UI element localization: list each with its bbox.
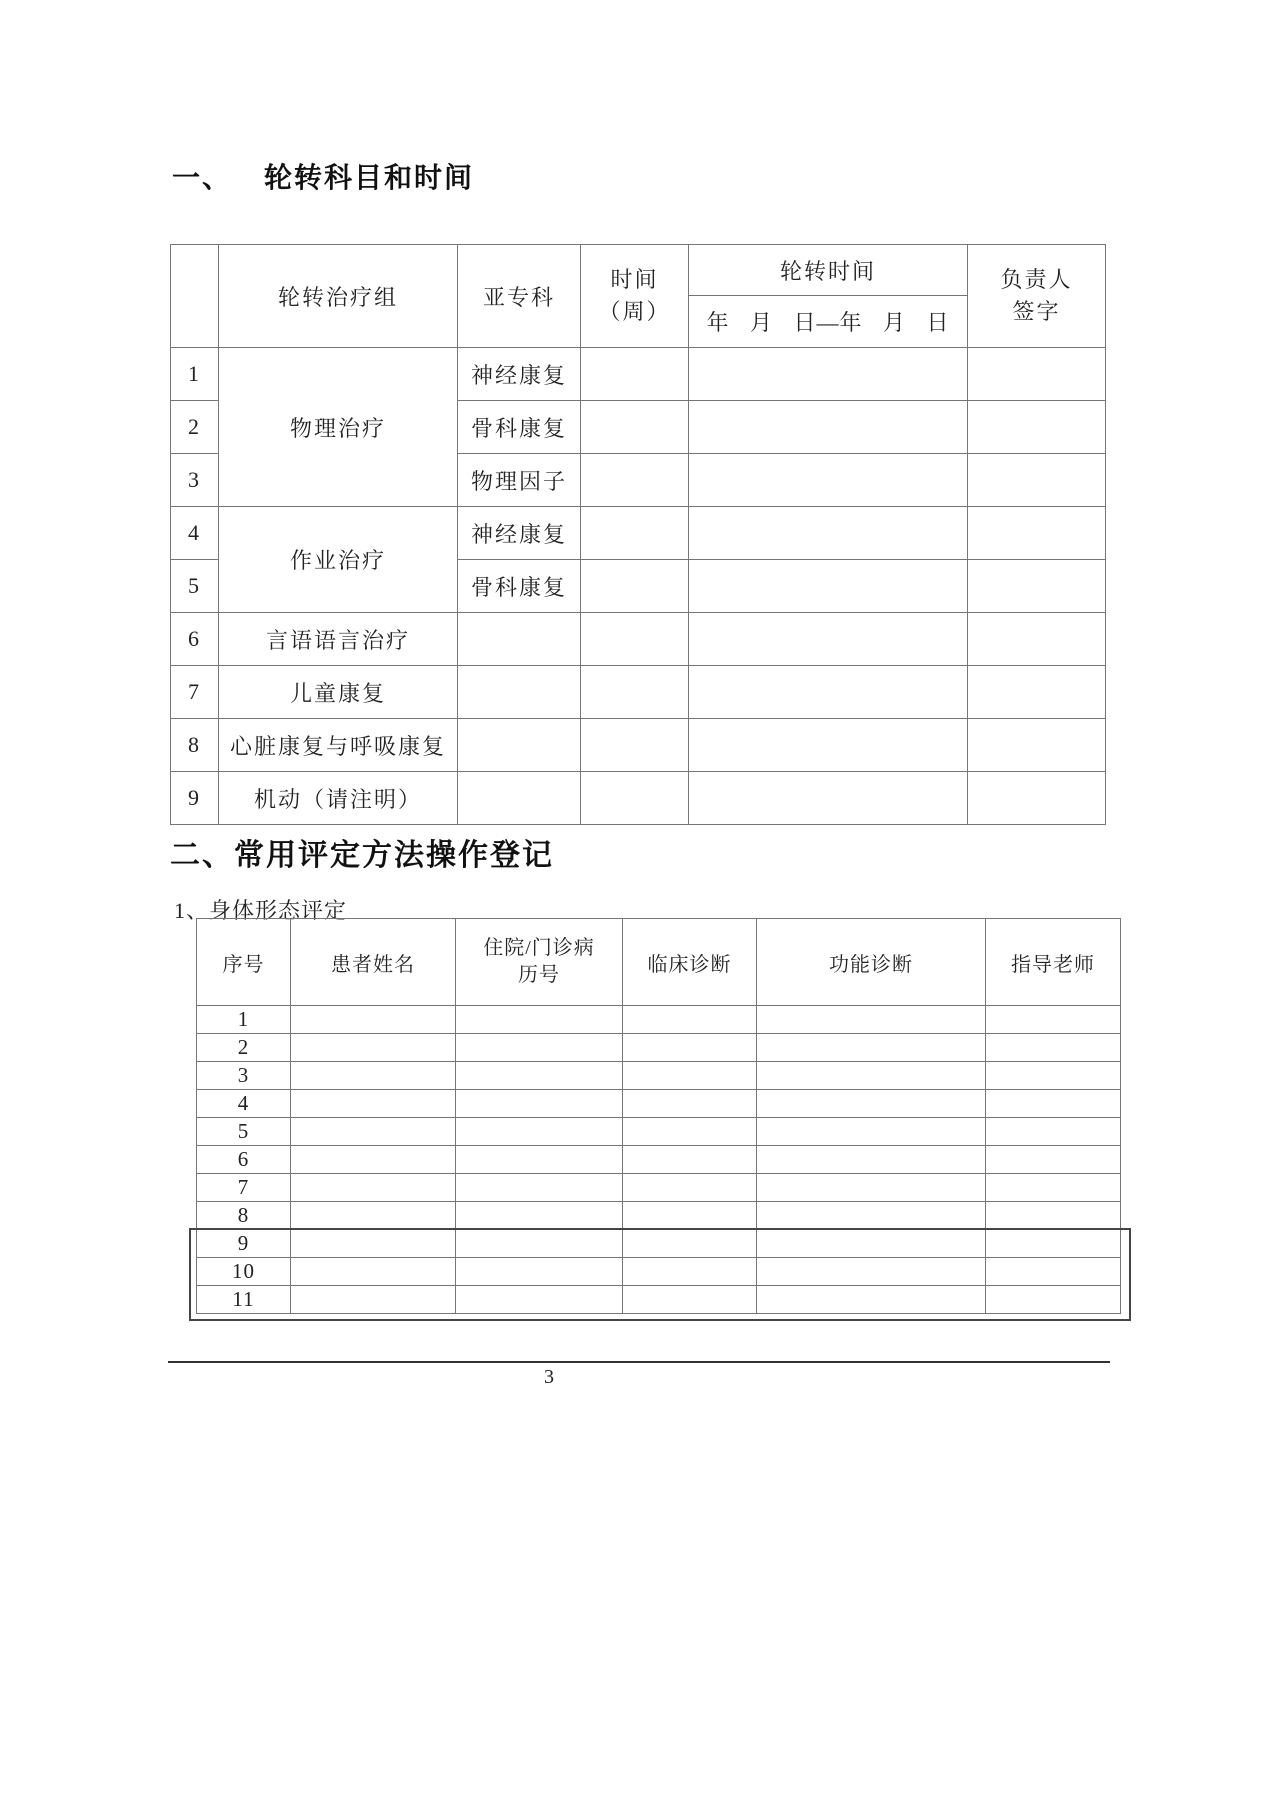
rotation-table-header-row [171,245,1106,296]
empty-cell [757,1062,986,1090]
table-row [197,1034,1121,1062]
assessment-table-header-row [197,919,1121,1006]
empty-cell [968,560,1106,613]
row-number-cell: 3 [171,454,219,507]
empty-cell [623,1202,757,1230]
group-cell: 机动（请注明） [219,772,458,825]
empty-cell [689,719,968,772]
empty-cell [581,666,689,719]
row-number-cell: 6 [171,613,219,666]
empty-cell [458,719,581,772]
empty-cell [968,772,1106,825]
group-cell: 言语语言治疗 [219,613,458,666]
empty-cell [986,1006,1121,1034]
header-group-cell: 轮转治疗组 [219,245,458,348]
empty-cell [986,1062,1121,1090]
header-signer-cell [968,245,1106,348]
empty-cell [689,560,968,613]
section1-heading-prefix: 一、 [172,163,233,194]
table-row [197,1006,1121,1034]
empty-cell [456,1006,623,1034]
empty-cell [986,1090,1121,1118]
header-time-line1: 时间 [610,267,659,292]
empty-cell [968,666,1106,719]
empty-cell [291,1006,456,1034]
table-row [171,719,1106,772]
empty-cell [291,1062,456,1090]
empty-cell [757,1090,986,1118]
empty-cell [581,613,689,666]
empty-cell [291,1202,456,1230]
header-patient-name-cell: 患者姓名 [291,919,456,1006]
row-number-cell: 8 [197,1202,291,1230]
row-number-cell: 10 [197,1258,291,1286]
empty-cell [968,401,1106,454]
header-clinical-diagnosis-cell: 临床诊断 [623,919,757,1006]
empty-cell [623,1006,757,1034]
header-signer-line1: 负责人 [1000,267,1073,292]
empty-cell [581,560,689,613]
row-number-cell: 5 [197,1118,291,1146]
header-functional-diagnosis-cell: 功能诊断 [757,919,986,1006]
row-number-cell: 9 [197,1230,291,1258]
empty-cell [689,507,968,560]
empty-cell [456,1034,623,1062]
empty-cell [291,1174,456,1202]
row-number-cell: 2 [171,401,219,454]
empty-cell [581,401,689,454]
header-rotation-period-cell: 轮转时间 [689,245,968,296]
empty-cell [581,772,689,825]
empty-cell [291,1146,456,1174]
section1-heading [172,156,474,196]
subspecialty-cell: 神经康复 [458,507,581,560]
empty-cell [986,1118,1121,1146]
empty-cell [456,1146,623,1174]
empty-cell [291,1118,456,1146]
row-number-cell: 1 [171,348,219,401]
empty-cell [623,1174,757,1202]
section2-heading: 二、常用评定方法操作登记 [170,839,554,872]
table-row [171,772,1106,825]
group-cell: 物理治疗 [219,348,458,507]
table-row [171,507,1106,560]
empty-cell [581,454,689,507]
highlight-box [189,1228,1131,1321]
group-cell: 心脏康复与呼吸康复 [219,719,458,772]
empty-cell [757,1118,986,1146]
corner-cell [171,245,219,348]
empty-cell [986,1202,1121,1230]
empty-cell [291,1034,456,1062]
header-record-number-cell [456,919,623,1006]
empty-cell [689,613,968,666]
empty-cell [757,1006,986,1034]
table-row [197,1174,1121,1202]
table-row [197,1062,1121,1090]
header-signer-line2: 签字 [1012,299,1061,324]
empty-cell [757,1202,986,1230]
empty-cell [581,507,689,560]
empty-cell [689,401,968,454]
header-date-range-cell: 年 月 日—年 月 日 [689,296,968,348]
footer-rule [168,1361,1110,1363]
row-number-cell: 8 [171,719,219,772]
empty-cell [456,1174,623,1202]
table-row [171,666,1106,719]
rotation-table [170,244,1106,825]
empty-cell [968,454,1106,507]
row-number-cell: 7 [171,666,219,719]
empty-cell [291,1090,456,1118]
group-cell: 作业治疗 [219,507,458,613]
empty-cell [757,1174,986,1202]
empty-cell [458,772,581,825]
header-subspecialty-cell: 亚专科 [458,245,581,348]
row-number-cell: 11 [197,1286,291,1314]
subspecialty-cell: 骨科康复 [458,401,581,454]
table-row [197,1090,1121,1118]
header-serial-cell: 序号 [197,919,291,1006]
empty-cell [986,1146,1121,1174]
row-number-cell: 5 [171,560,219,613]
row-number-cell: 9 [171,772,219,825]
empty-cell [581,719,689,772]
group-cell: 儿童康复 [219,666,458,719]
empty-cell [581,348,689,401]
row-number-cell: 4 [171,507,219,560]
empty-cell [968,348,1106,401]
table-row [171,348,1106,401]
empty-cell [456,1090,623,1118]
empty-cell [757,1034,986,1062]
subspecialty-cell: 神经康复 [458,348,581,401]
empty-cell [623,1146,757,1174]
empty-cell [689,348,968,401]
section1-heading-text: 轮转科目和时间 [264,163,475,194]
row-number-cell: 7 [197,1174,291,1202]
empty-cell [757,1146,986,1174]
header-time-cell [581,245,689,348]
empty-cell [968,507,1106,560]
empty-cell [968,613,1106,666]
table-row [197,1202,1121,1230]
empty-cell [456,1202,623,1230]
subspecialty-cell: 骨科康复 [458,560,581,613]
empty-cell [456,1118,623,1146]
row-number-cell: 4 [197,1090,291,1118]
row-number-cell: 6 [197,1146,291,1174]
empty-cell [968,719,1106,772]
empty-cell [689,772,968,825]
subspecialty-cell: 物理因子 [458,454,581,507]
empty-cell [623,1034,757,1062]
empty-cell [456,1062,623,1090]
header-time-line2: （周） [598,299,671,324]
table-row [171,613,1106,666]
empty-cell [689,454,968,507]
section2-subsection-title: 1、身体形态评定 [174,898,348,923]
empty-cell [623,1062,757,1090]
row-number-cell: 3 [197,1062,291,1090]
row-number-cell: 2 [197,1034,291,1062]
table-row [197,1146,1121,1174]
empty-cell [986,1174,1121,1202]
empty-cell [458,666,581,719]
empty-cell [623,1118,757,1146]
header-record-number-text: 住院/门诊病历号 [483,937,595,986]
table-row [197,1118,1121,1146]
empty-cell [623,1090,757,1118]
empty-cell [689,666,968,719]
row-number-cell: 1 [197,1006,291,1034]
empty-cell [458,613,581,666]
header-supervisor-cell: 指导老师 [986,919,1121,1006]
empty-cell [986,1034,1121,1062]
page-number: 3 [544,1366,554,1388]
